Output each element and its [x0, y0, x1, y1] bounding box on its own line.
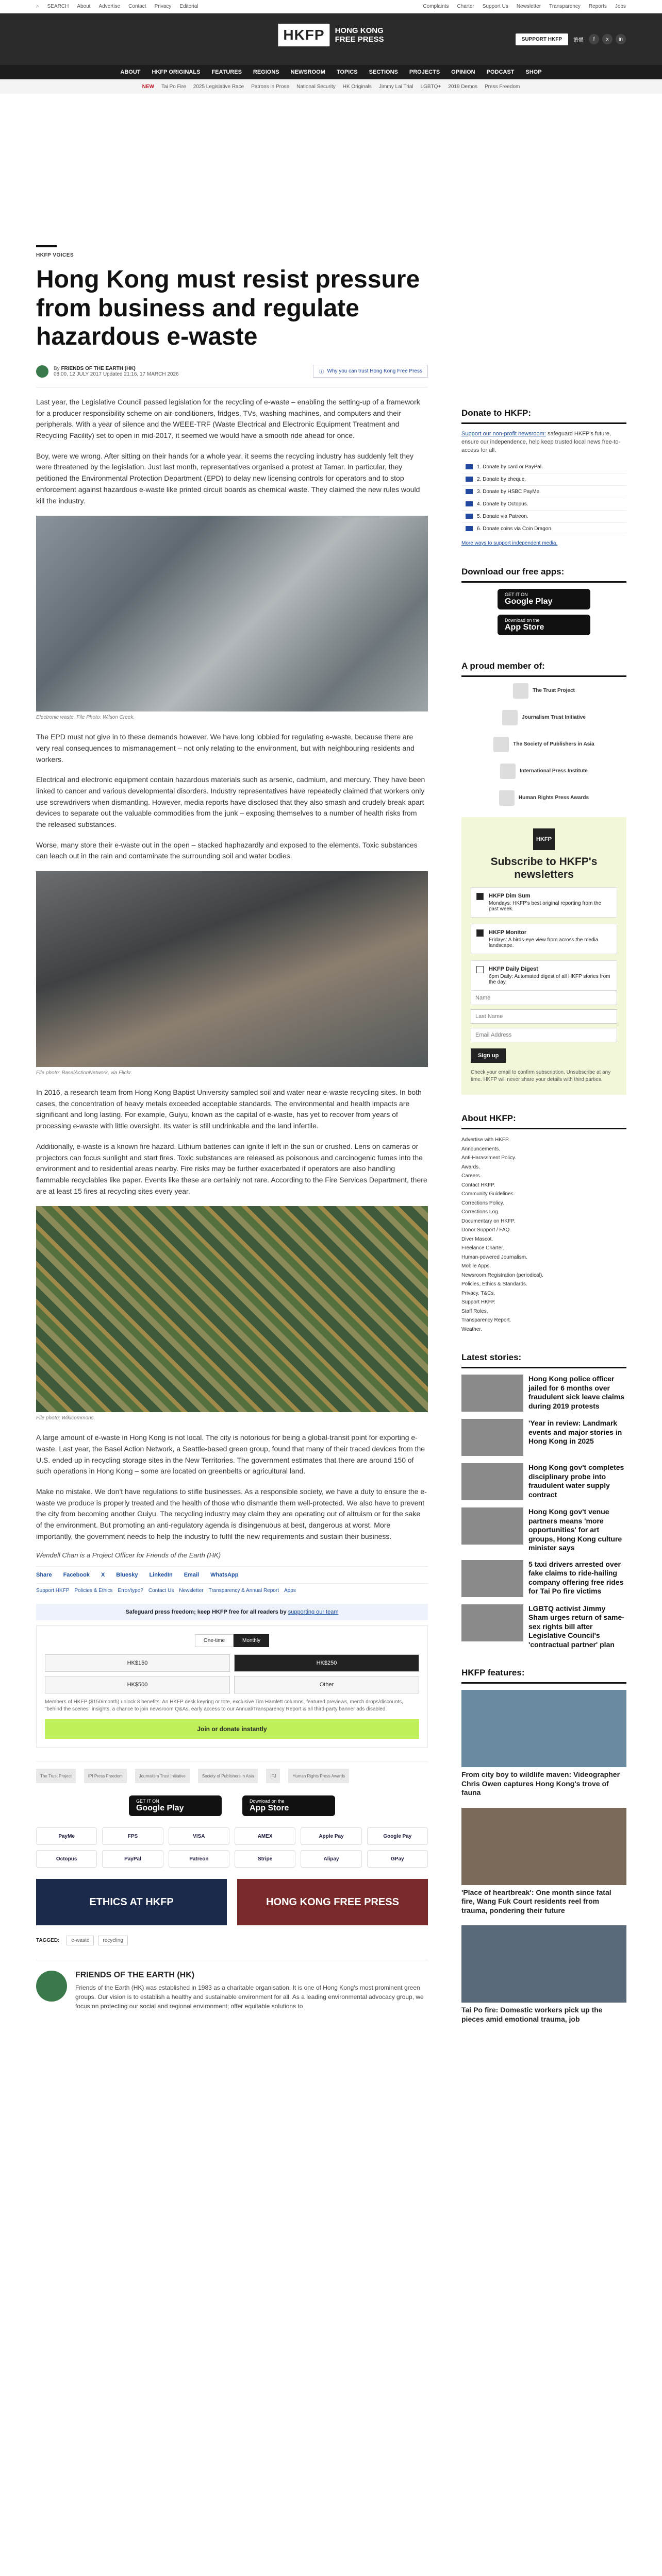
feature-image [461, 1690, 626, 1767]
trending-item[interactable]: Tai Po Fire [161, 83, 186, 90]
logo-mark [513, 683, 528, 699]
sidebar-heading-about: About HKFP: [461, 1108, 626, 1129]
kicker-rule [36, 245, 57, 247]
feature-item[interactable] [461, 1925, 626, 2024]
trending-bar [0, 79, 662, 94]
article-paragraph: The EPD must not give in to these demands however. We have long lobbied for regulating e-waste, because there are very real consequences to mismanagement – not only relating to the environment, but with neighbouring residents and workers. [36, 733, 415, 764]
nav-item[interactable]: OPINION [451, 69, 475, 75]
newsletter-title: Subscribe to HKFP's newsletters [490, 855, 598, 880]
payment-logo[interactable]: Octopus [36, 1850, 97, 1868]
story-item[interactable] [461, 1507, 626, 1553]
partner-logo[interactable]: Society of Publishers in Asia [198, 1769, 258, 1783]
about-link[interactable]: Transparency Report. [461, 1317, 511, 1324]
partner-name: International Press Institute [520, 768, 588, 774]
article-paragraph: Last year, the Legislative Council passed legislation for the recycling of e-waste – enabling the setting-up of a framework for a producer responsibility scheme on air-conditioners, fridges, TVs, washing machines, and computers and their peripherals. With a year of silence and the WEEE-TRF (Waste Electrical and Electronic Equipment Treatment and Recycling Facility) set to open in mid-2017, it seemed we would have a smooth ride ahead for once. [36, 398, 420, 440]
link-item[interactable]: Contact Us [148, 1588, 174, 1594]
tag[interactable]: recycling [98, 1936, 127, 1945]
topbar-link[interactable]: Contact [128, 4, 146, 9]
payment-logo[interactable]: Alipay [301, 1850, 361, 1868]
language-switch[interactable]: 繁體 [573, 37, 584, 43]
about-link[interactable]: Contact HKFP. [461, 1182, 495, 1188]
story-thumbnail [461, 1419, 523, 1456]
payment-icon [466, 526, 473, 531]
amount-option[interactable]: HK$500 [45, 1676, 230, 1693]
badge-big-text: App Store [505, 622, 544, 632]
app-store-badge[interactable] [242, 1795, 335, 1816]
about-link[interactable]: Advertise with HKFP. [461, 1137, 510, 1143]
safeguard-text: Safeguard press freedom; keep HKFP free for all readers by [125, 1609, 287, 1616]
article-kicker[interactable]: HKFP VOICES [36, 252, 74, 258]
logo-mark [499, 790, 515, 806]
app-store-row [36, 1795, 428, 1816]
story-title: Hong Kong police officer jailed for 6 months over fraudulent sick leave claims during 2019 protests [528, 1375, 624, 1410]
checkbox-checked[interactable] [476, 893, 484, 900]
nav-item[interactable]: SHOP [525, 69, 542, 75]
badge-big-text: App Store [250, 1804, 289, 1813]
sidebar-heading-stories: Latest stories: [461, 1347, 626, 1368]
feature-title: Tai Po fire: Domestic workers pick up the pieces amid emotional trauma, job [461, 2006, 603, 2023]
link-item[interactable]: Transparency & Annual Report [208, 1588, 279, 1594]
topbar-link[interactable]: Reports [588, 4, 607, 9]
image-caption: Electronic waste. File Photo: Wilson Creek. [36, 715, 135, 721]
first-name-field[interactable] [471, 991, 617, 1005]
feature-image [461, 1808, 626, 1885]
google-play-badge[interactable] [498, 589, 590, 609]
partner-logo[interactable]: The Trust Project [36, 1769, 76, 1783]
link-item[interactable]: Newsletter [179, 1588, 204, 1594]
story-title: LGBTQ activist Jimmy Sham urges return of same-sex rights bill after Legislative Council's 'contractual partner' plan [528, 1604, 624, 1649]
info-icon: ⓘ [319, 369, 324, 376]
payment-methods [36, 1827, 428, 1868]
newsletter-logo: HKFP [533, 828, 555, 850]
trending-item[interactable]: HK Originals [342, 83, 372, 90]
trending-label: NEW [142, 83, 154, 90]
partner-logo[interactable] [461, 683, 626, 699]
nav-item[interactable]: TOPICS [336, 69, 358, 75]
nav-item[interactable]: HKFP ORIGINALS [152, 69, 201, 75]
author-avatar [36, 365, 48, 378]
donate-widget [36, 1625, 428, 1748]
newsletter-option-name: HKFP Daily Digest [489, 966, 538, 973]
nav-item[interactable]: PROJECTS [409, 69, 440, 75]
logo-line-2: FREE PRESS [335, 35, 384, 44]
story-item[interactable] [461, 1604, 626, 1650]
partner-name: The Trust Project [533, 688, 575, 694]
trending-item[interactable]: Patrons in Prose [251, 83, 290, 90]
nav-item[interactable]: ABOUT [120, 69, 141, 75]
sidebar [461, 403, 626, 2034]
tag[interactable]: e-waste [67, 1936, 94, 1945]
badge-small-text: GET IT ON [136, 1799, 159, 1804]
donate-more-link[interactable]: More ways to support independent media. [461, 540, 558, 546]
payment-logo[interactable]: VISA [169, 1827, 229, 1845]
about-link[interactable]: Careers. [461, 1173, 482, 1179]
donate-option-label: 1. Donate by card or PayPal. [477, 464, 543, 470]
article-paragraph: A large amount of e-waste in Hong Kong is not local. The city is notorious for being a global-transit point for exporting e-waste. Last year, the Basel Action Network, a Seattle-based green group, found that many of their traced devices from the U.S. ended up in recycling storage sites in the New Territories. The government estimates that there are around 150 of such operations in Hong Kong – some are located on greenbelts or agricultural land. [36, 1433, 425, 1476]
logo-box: HKFP [278, 24, 329, 46]
donate-option[interactable] [461, 486, 626, 498]
safeguard-link[interactable]: supporting our team [288, 1609, 339, 1616]
share-x[interactable]: X [101, 1572, 105, 1579]
donate-option[interactable] [461, 511, 626, 523]
about-link[interactable]: Documentary on HKFP. [461, 1218, 516, 1224]
donate-option-label: 2. Donate by cheque. [477, 476, 526, 482]
topbar-link[interactable]: Support Us [482, 4, 508, 9]
author-box-bio: Friends of the Earth (HK) was established in 1983 as a charitable organisation. It is one of Hong Kong's most prominent green groups. Our vision is to establish a healthy and sustainable environment for all. As a leading environmental advocacy group, we focus on protecting our social and regional environment; offer equitable solutions to [75, 1984, 424, 2010]
newsletter-option[interactable] [471, 924, 617, 954]
email-field[interactable] [471, 1028, 617, 1042]
article-paragraph: In 2016, a research team from Hong Kong Baptist University sampled soil and water near e-waste recycling sites. In both cases, the concentration of heavy metals exceeded acceptable standards. The environmental and health impacts are significant and long lasting. For example, Guiyu, known as the capital of e-waste, has yet to recover from years of processing e-waste with little oversight. Its water is still undrinkable and the land infertile. [36, 1088, 422, 1130]
trending-item[interactable]: 2019 Demos [448, 83, 477, 90]
amount-option[interactable]: HK$150 [45, 1654, 230, 1672]
donate-option[interactable] [461, 523, 626, 535]
trending-item[interactable]: National Security [296, 83, 336, 90]
tags-row [36, 1936, 428, 1945]
facebook-icon[interactable]: f [589, 34, 599, 44]
topbar-link[interactable]: SEARCH [47, 4, 69, 9]
sidebar-heading-features: HKFP features: [461, 1663, 626, 1684]
about-link[interactable]: Privacy, T&Cs. [461, 1290, 495, 1296]
topbar-link[interactable]: Editorial [179, 4, 198, 9]
article-image-circuit-boards[interactable] [36, 1206, 428, 1412]
join-button[interactable]: Join or donate instantly [45, 1719, 419, 1739]
story-title: Hong Kong gov't venue partners means 'more opportunities' for art groups, Hong Kong culture minister says [528, 1507, 622, 1552]
topbar-link[interactable]: Complaints [423, 4, 449, 9]
badge-big-text: Google Play [136, 1804, 184, 1813]
feature-image [461, 1925, 626, 2003]
nav-item[interactable]: NEWSROOM [290, 69, 325, 75]
link-item[interactable]: Error/typo? [118, 1588, 143, 1594]
story-item[interactable] [461, 1419, 626, 1456]
newsletter-option-desc: Mondays: HKFP's best original reporting from the past week. [489, 901, 602, 912]
article-dates: 08:00, 12 JULY 2017 Updated 21:16, 17 MARCH 2026 [54, 371, 179, 377]
story-item[interactable] [461, 1463, 626, 1500]
about-link[interactable]: Corrections Log. [461, 1209, 500, 1215]
payment-logo[interactable]: FPS [102, 1827, 163, 1845]
article-image-ewaste-pile[interactable] [36, 516, 428, 711]
image-caption: File photo: BaselActionNetwork, via Flickr. [36, 1070, 133, 1076]
payment-logo[interactable]: PayPal [102, 1850, 163, 1868]
newsletter-option[interactable] [471, 887, 617, 918]
search-icon[interactable]: ⌕ [36, 4, 39, 9]
author-box-name[interactable]: FRIENDS OF THE EARTH (HK) [75, 1971, 195, 1980]
signup-button[interactable]: Sign up [471, 1048, 506, 1063]
payment-icon [466, 464, 473, 469]
partner-logo[interactable]: Human Rights Press Awards [288, 1769, 349, 1783]
about-link[interactable]: Corrections Policy. [461, 1200, 504, 1206]
link-item[interactable]: Apps [284, 1588, 296, 1594]
amount-option[interactable]: HK$250 [234, 1654, 419, 1672]
donate-options [461, 461, 626, 535]
newsletter-option-desc: Fridays: A birds-eye view from across the media landscape. [489, 937, 599, 949]
badge-small-text: Download on the [250, 1799, 285, 1804]
donate-option[interactable] [461, 498, 626, 511]
share-email[interactable]: Email [184, 1572, 200, 1579]
tags-label: TAGGED: [36, 1938, 60, 1944]
feature-title: 'Place of heartbreak': One month since fatal fire, Wang Fuk Court residents reel from trauma, pondering their future [461, 1888, 611, 1914]
donate-text: safeguard HKFP's future, ensure our independence, help keep trusted local news free-to-access for all. [461, 431, 621, 453]
partner-name: The Society of Publishers in Asia [513, 741, 594, 748]
topbar-link[interactable]: Newsletter [516, 4, 541, 9]
topbar-link[interactable]: Advertise [98, 4, 121, 9]
article-paragraph: Boy, were we wrong. After sitting on their hands for a whole year, it seems the recycling industry has suddenly felt they were threatened by the legislation. Just last month, representatives organised a protest at Tamar. In particular, they petitioned the Environmental Protection Department (EPD) to delay new licensing controls for operators and to stop enforcement against hazardous e-waste like printed circuit boards as chemical waste. They claimed the new rules would kill the industry. [36, 451, 420, 505]
article-title: Hong Kong must resist pressure from business and regulate hazardous e-waste [36, 266, 420, 351]
share-facebook[interactable]: Facebook [63, 1572, 90, 1579]
amount-option[interactable]: Other [234, 1676, 419, 1693]
sidebar-heading-partners: A proud member of: [461, 656, 626, 677]
topbar-link[interactable]: Charter [457, 4, 474, 9]
about-link[interactable]: Announcements. [461, 1146, 501, 1152]
newsletter-option-desc: 6pm Daily: Automated digest of all HKFP stories from the day. [489, 974, 610, 986]
trending-item[interactable]: 2025 Legislative Race [193, 83, 244, 90]
partner-logo[interactable]: IFJ [266, 1769, 280, 1783]
story-thumbnail [461, 1375, 523, 1412]
partner-logo[interactable] [461, 764, 626, 779]
about-link[interactable]: Community Guidelines. [461, 1191, 515, 1197]
nav-item[interactable]: PODCAST [486, 69, 515, 75]
donate-option-label: 5. Donate via Patreon. [477, 513, 528, 519]
app-store-badge[interactable] [498, 615, 590, 635]
partner-logos-row [36, 1761, 428, 1783]
share-bar [36, 1566, 428, 1583]
site-logo[interactable] [278, 24, 384, 46]
donate-option[interactable] [461, 461, 626, 473]
about-link[interactable]: Donor Support / FAQ. [461, 1227, 511, 1233]
byline-prefix: By [54, 365, 60, 371]
instagram-icon[interactable]: in [616, 34, 626, 44]
share-link[interactable]: Share [36, 1572, 52, 1579]
badge-small-text: GET IT ON [505, 591, 528, 597]
payment-logo[interactable]: AMEX [235, 1827, 295, 1845]
partner-name: Journalism Trust Initiative [522, 715, 586, 721]
about-link[interactable]: Newsroom Registration (periodical). [461, 1272, 543, 1278]
logo-mark [500, 764, 516, 779]
article-paragraph: Worse, many store their e-waste out in the open – stacked haphazardly and exposed to the elements. Toxic substances can leach out in the rain and contaminate the surrounding soil and water bodies. [36, 840, 418, 860]
newsletter-option-name: HKFP Dim Sum [489, 893, 531, 900]
feature-item[interactable] [461, 1808, 626, 1916]
promo-ethics[interactable]: ETHICS AT HKFP [36, 1879, 227, 1925]
payment-logo[interactable]: Stripe [235, 1850, 295, 1868]
partner-logo[interactable] [461, 790, 626, 806]
donate-option[interactable] [461, 473, 626, 486]
payment-logo[interactable]: PayMe [36, 1827, 97, 1845]
story-item[interactable] [461, 1375, 626, 1412]
author-signature: Wendell Chan is a Project Officer for Friends of the Earth (HK) [36, 1551, 221, 1560]
topbar-link[interactable]: Jobs [615, 4, 626, 9]
about-link[interactable]: Diver Mascot. [461, 1236, 493, 1242]
main-navigation [0, 65, 662, 79]
partner-logo[interactable]: Journalism Trust Initiative [135, 1769, 190, 1783]
payment-logo[interactable]: GPay [367, 1850, 428, 1868]
partner-name: Human Rights Press Awards [518, 795, 589, 801]
sidebar-heading-apps: Download our free apps: [461, 562, 626, 583]
payment-icon [466, 477, 473, 482]
author-box [36, 1960, 428, 2011]
site-header [0, 13, 662, 65]
google-play-badge[interactable] [129, 1795, 222, 1816]
about-link[interactable]: Policies, Ethics & Standards. [461, 1281, 527, 1287]
x-icon[interactable]: x [602, 34, 613, 44]
promo-hkfp[interactable]: HONG KONG FREE PRESS [237, 1879, 428, 1925]
story-title: 5 taxi drivers arrested over fake claims to ride-hailing company offering free rides for Tai Po fire victims [528, 1560, 624, 1596]
story-thumbnail [461, 1560, 523, 1597]
trending-item[interactable]: Press Freedom [485, 83, 520, 90]
article-paragraph: Additionally, e-waste is a known fire hazard. Lithium batteries can ignite if left in the sun or crushed. Lens on cameras or projectors can focus sunlight and start fires. Toxic substances are released as poisonous and carcinogenic fumes into the environment and to residential areas nearby. Fire risks may be further exacerbated if operators are also handling flammable recyclables like paper. Events like these are certainly not rare. According to the Fire Services Department, there are at least 15 fires at recycling sites every year. [36, 1142, 427, 1195]
story-thumbnail [461, 1604, 523, 1641]
checkbox-checked[interactable] [476, 929, 484, 937]
donate-option-label: 4. Donate by Octopus. [477, 501, 528, 507]
feature-title: From city boy to wildlife maven: Videographer Chris Owen captures Hong Kong's trove of fauna [461, 1770, 620, 1797]
article-paragraph: Make no mistake. We don't have regulations to stifle businesses. As a responsible society, we have a duty to ensure the e-waste we produce is properly treated and the health of those who dismantle them well-protected. We also have to prevent the city from becoming another Guiyu. The recycling industry may claim they are operating out of altruism or for the sake of the environment. But promoting an anti-regulatory agenda is disingenuous at best, dangerous at worst. More importantly, the government needs to help the industry to fulfil the new requirements and sustain their business. [36, 1487, 427, 1540]
article-column [36, 192, 428, 2011]
payment-logo[interactable]: Apple Pay [301, 1827, 361, 1845]
payment-logo[interactable]: Google Pay [367, 1827, 428, 1845]
about-link[interactable]: Weather. [461, 1326, 482, 1332]
trust-label: Why you can trust Hong Kong Free Press [327, 368, 422, 375]
badge-big-text: Google Play [505, 597, 553, 606]
trending-item[interactable]: LGBTQ+ [420, 83, 441, 90]
trust-button[interactable] [313, 365, 428, 378]
topbar-link[interactable]: Privacy [154, 4, 172, 9]
story-thumbnail [461, 1463, 523, 1500]
topbar-link[interactable]: Transparency [549, 4, 581, 9]
nav-item[interactable]: SECTIONS [369, 69, 398, 75]
about-link[interactable]: Awards. [461, 1164, 480, 1170]
last-name-field[interactable] [471, 1009, 617, 1024]
donate-option-label: 6. Donate coins via Coin Dragon. [477, 526, 553, 532]
promo-banners [36, 1879, 428, 1925]
nav-item[interactable]: REGIONS [253, 69, 279, 75]
link-item[interactable]: Policies & Ethics [74, 1588, 113, 1594]
logo-mark [493, 737, 509, 752]
trending-item[interactable]: Jimmy Lai Trial [378, 83, 413, 90]
support-button[interactable]: SUPPORT HKFP [516, 33, 568, 45]
story-item[interactable] [461, 1560, 626, 1597]
payment-logo[interactable]: Patreon [169, 1850, 229, 1868]
badge-small-text: Download on the [505, 617, 540, 623]
newsletter-option-name: HKFP Monitor [489, 929, 527, 936]
image-caption: File photo: Wikicommons. [36, 1415, 95, 1421]
footer-links [36, 1583, 428, 1598]
share-linkedin[interactable]: LinkedIn [149, 1572, 173, 1579]
about-link[interactable]: Support HKFP. [461, 1299, 495, 1306]
newsletter-note: Check your email to confirm subscription. Unsubscribe at any time. HKFP will never share your details with third parties. [471, 1070, 611, 1083]
author-box-avatar [36, 1971, 67, 2002]
partner-logo[interactable] [461, 737, 626, 752]
share-whatsapp[interactable]: WhatsApp [210, 1572, 239, 1579]
top-utility-bar [0, 0, 662, 13]
donate-text-link[interactable]: Support our non-profit newsroom: [461, 431, 546, 437]
about-link[interactable]: Mobile Apps. [461, 1263, 491, 1269]
about-link[interactable]: Staff Roles. [461, 1308, 488, 1314]
feature-item[interactable] [461, 1690, 626, 1798]
payment-icon [466, 514, 473, 519]
nav-item[interactable]: FEATURES [211, 69, 242, 75]
logo-line-1: HONG KONG [335, 26, 384, 35]
share-bluesky[interactable]: Bluesky [116, 1572, 138, 1579]
about-link[interactable]: Freelance Charter. [461, 1245, 504, 1251]
donate-note: Members of HKFP ($150/month) unlock 8 benefits: An HKFP desk keyring or tote, exclusive Tim Hamlett columns, featured previews, merch drops/discounts, "behind the scenes" insights, a chance to join newsroom Q&As, early access to our Annual/Transparency Report & all third-party banner ads disabled. [45, 1699, 403, 1713]
donate-option-label: 3. Donate by HSBC PayMe. [477, 488, 541, 495]
author-name[interactable]: FRIENDS OF THE EARTH (HK) [61, 365, 136, 371]
about-link[interactable]: Human-powered Journalism. [461, 1254, 527, 1260]
checkbox-unchecked[interactable] [476, 966, 484, 973]
newsletter-option[interactable] [471, 960, 617, 991]
article-paragraph: Electrical and electronic equipment contain hazardous materials such as arsenic, cadmium, and mercury. They have been linked to cancer and various developmental disorders. Industry representatives have repeatedly claimed that workers only use screwdrivers when dismantling. However, media reports have disclosed that they also smash and crudely break apart devices to separate out the valuable commodities from the junk – exposing themselves to a number of health risks from the released substances. [36, 775, 425, 829]
story-title: Hong Kong gov't completes disciplinary probe into fraudulent water supply contract [528, 1463, 624, 1499]
sidebar-heading-donate: Donate to HKFP: [461, 403, 626, 424]
story-title: 'Year in review: Landmark events and major stories in Hong Kong in 2025 [528, 1419, 622, 1446]
logo-mark [502, 710, 518, 725]
about-list [461, 1136, 626, 1334]
payment-icon [466, 501, 473, 506]
partner-logo[interactable] [461, 710, 626, 725]
tab-monthly[interactable]: Monthly [234, 1634, 269, 1647]
topbar-link[interactable]: About [77, 4, 91, 9]
about-link[interactable]: Anti-Harassment Policy. [461, 1155, 516, 1161]
payment-icon [466, 489, 473, 494]
story-thumbnail [461, 1507, 523, 1545]
newsletter-signup [461, 817, 626, 1095]
byline [36, 365, 428, 378]
tab-one-time[interactable]: One-time [195, 1634, 234, 1647]
article-image-worker[interactable] [36, 871, 428, 1067]
partner-logo[interactable]: IPI Press Freedom [84, 1769, 127, 1783]
safeguard-banner [36, 1604, 428, 1620]
link-item[interactable]: Support HKFP [36, 1588, 70, 1594]
